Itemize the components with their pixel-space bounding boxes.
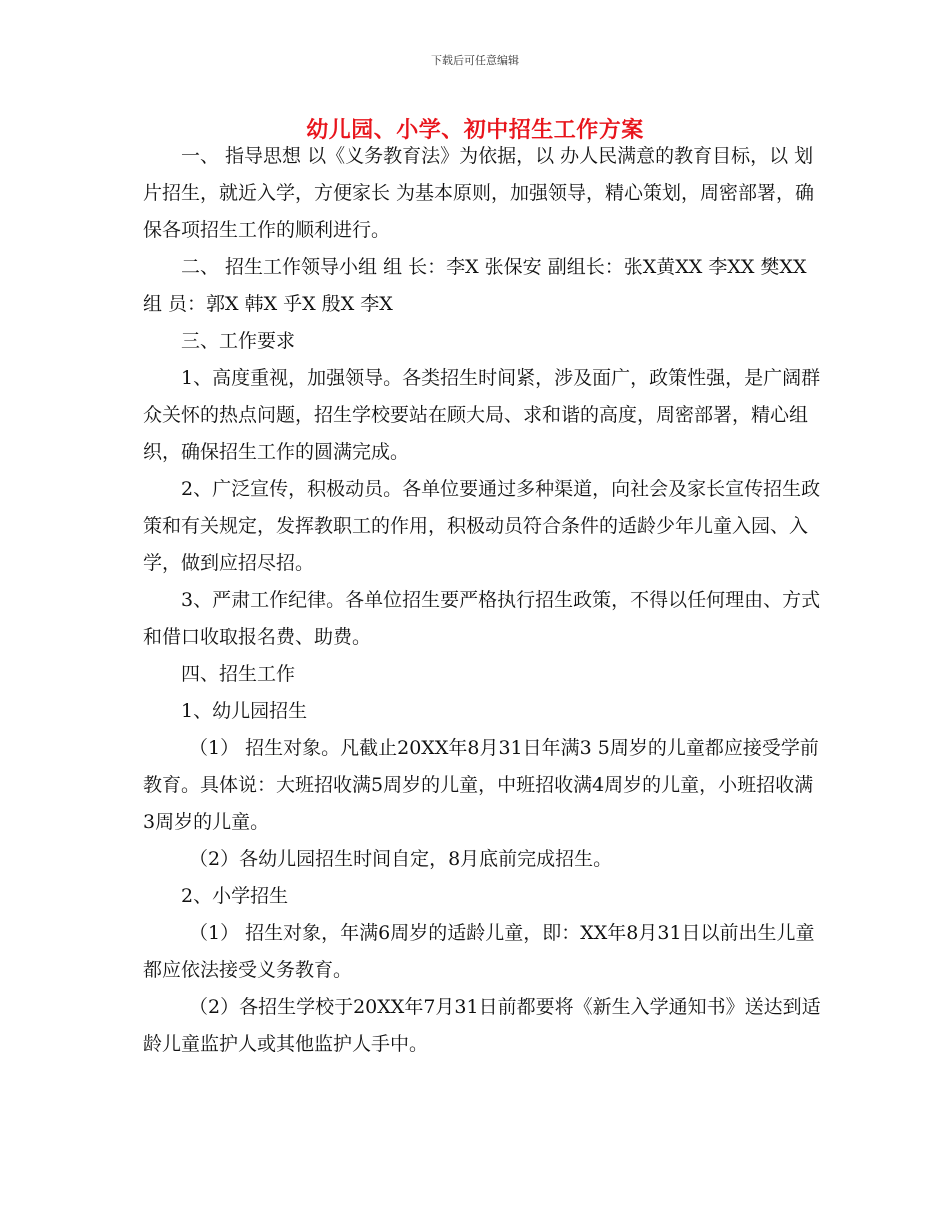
paragraph-primary-item-1: （1） 招生对象，年满6周岁的适龄儿童，即：XX年8月31日以前出生儿童都应依法接受义务教育。	[143, 922, 815, 981]
paragraph-requirement-1: 1、高度重视，加强领导。各类招生时间紧，涉及面广，政策性强，是广阔群众关怀的热点问题，招生学校要站在顾大局、求和谐的高度，周密部署，精心组织，确保招生工作的圆满完成。	[143, 367, 821, 463]
paragraph-primary-item-2: （2）各招生学校于20XX年7月31日前都要将《新生入学通知书》送达到适龄儿童监护人或其他监护人手中。	[143, 996, 821, 1055]
paragraph-requirement-2: 2、广泛宣传，积极动员。各单位要通过多种渠道，向社会及家长宣传招生政策和有关规定，发挥教职工的作用，积极动员符合条件的适龄少年儿童入园、入学，做到应招尽招。	[143, 478, 821, 574]
document-body	[143, 138, 823, 1063]
paragraph-guiding-principle: 一、 指导思想 以《义务教育法》为依据，以 办人民满意的教育目标，以 划片招生，就近入学，方便家长 为基本原则，加强领导，精心策划，周密部署，确保各项招生工作的顺利进行。	[143, 145, 815, 241]
document-title: 幼儿园、小学、初中招生工作方案	[306, 118, 644, 143]
page-header-note: 下载后可任意编辑	[431, 54, 519, 67]
paragraph-kindergarten-item-1: （1） 招生对象。凡截止20XX年8月31日年满3 5周岁的儿童都应接受学前教育。具体说：大班招收满5周岁的儿童，中班招收满4周岁的儿童，小班招收满3周岁的儿童。	[143, 737, 819, 833]
heading-primary-enrollment: 2、小学招生	[181, 885, 289, 907]
paragraph-leadership-group: 二、 招生工作领导小组 组 长：李X 张保安 副组长：张X黄XX 李XX 樊XX 组 员：郭X 韩X 乎X 殷X 李X	[143, 256, 807, 315]
heading-work-requirements: 三、工作要求	[181, 330, 296, 352]
paragraph-kindergarten-item-2: （2）各幼儿园招生时间自定，8月底前完成招生。	[189, 848, 613, 870]
paragraph-requirement-3: 3、严肃工作纪律。各单位招生要严格执行招生政策，不得以任何理由、方式和借口收取报名费、助费。	[143, 589, 821, 648]
heading-enrollment-work: 四、招生工作	[181, 663, 296, 685]
heading-kindergarten-enrollment: 1、幼儿园招生	[181, 700, 308, 722]
